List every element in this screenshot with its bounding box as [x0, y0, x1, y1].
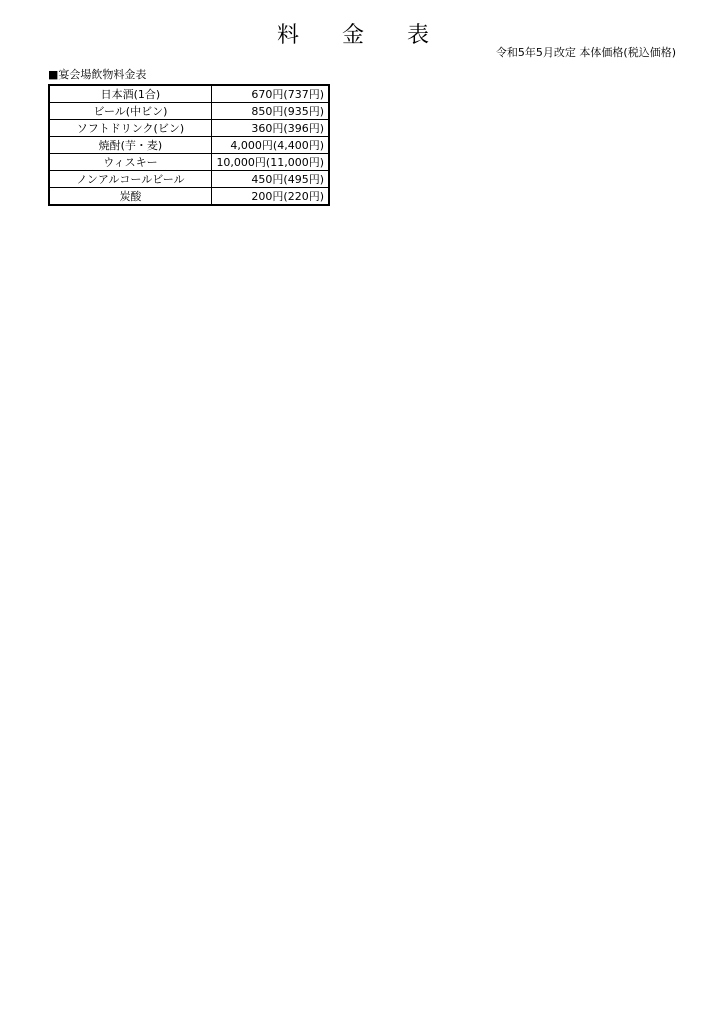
- drink-name: ノンアルコールビール: [49, 171, 211, 188]
- table-row: [49, 85, 329, 103]
- drink-name: ウィスキー: [49, 154, 211, 171]
- table-row: [49, 103, 329, 120]
- page-title: 料 金 表: [277, 23, 447, 48]
- drink-name: 焼酎(芋・麦): [49, 137, 211, 154]
- drink-price: 4,000円(4,400円): [211, 137, 329, 154]
- drinks-heading: ■宴会場飲物料金表: [48, 68, 147, 81]
- drink-name: 炭酸: [49, 188, 211, 206]
- table-row: [49, 137, 329, 154]
- drinks-table: [48, 84, 330, 206]
- revision-note: 令和5年5月改定 本体価格(税込価格): [495, 46, 676, 59]
- drink-price: 360円(396円): [211, 120, 329, 137]
- table-row: [49, 171, 329, 188]
- table-row: [49, 188, 329, 206]
- drinks-section: [48, 66, 330, 206]
- drink-price: 850円(935円): [211, 103, 329, 120]
- drink-price: 450円(495円): [211, 171, 329, 188]
- drink-price: 670円(737円): [211, 85, 329, 103]
- drink-price: 200円(220円): [211, 188, 329, 206]
- table-row: [49, 120, 329, 137]
- drink-name: ビール(中ビン): [49, 103, 211, 120]
- drink-name: 日本酒(1合): [49, 85, 211, 103]
- drink-name: ソフトドリンク(ビン): [49, 120, 211, 137]
- table-row: [49, 154, 329, 171]
- drink-price: 10,000円(11,000円): [211, 154, 329, 171]
